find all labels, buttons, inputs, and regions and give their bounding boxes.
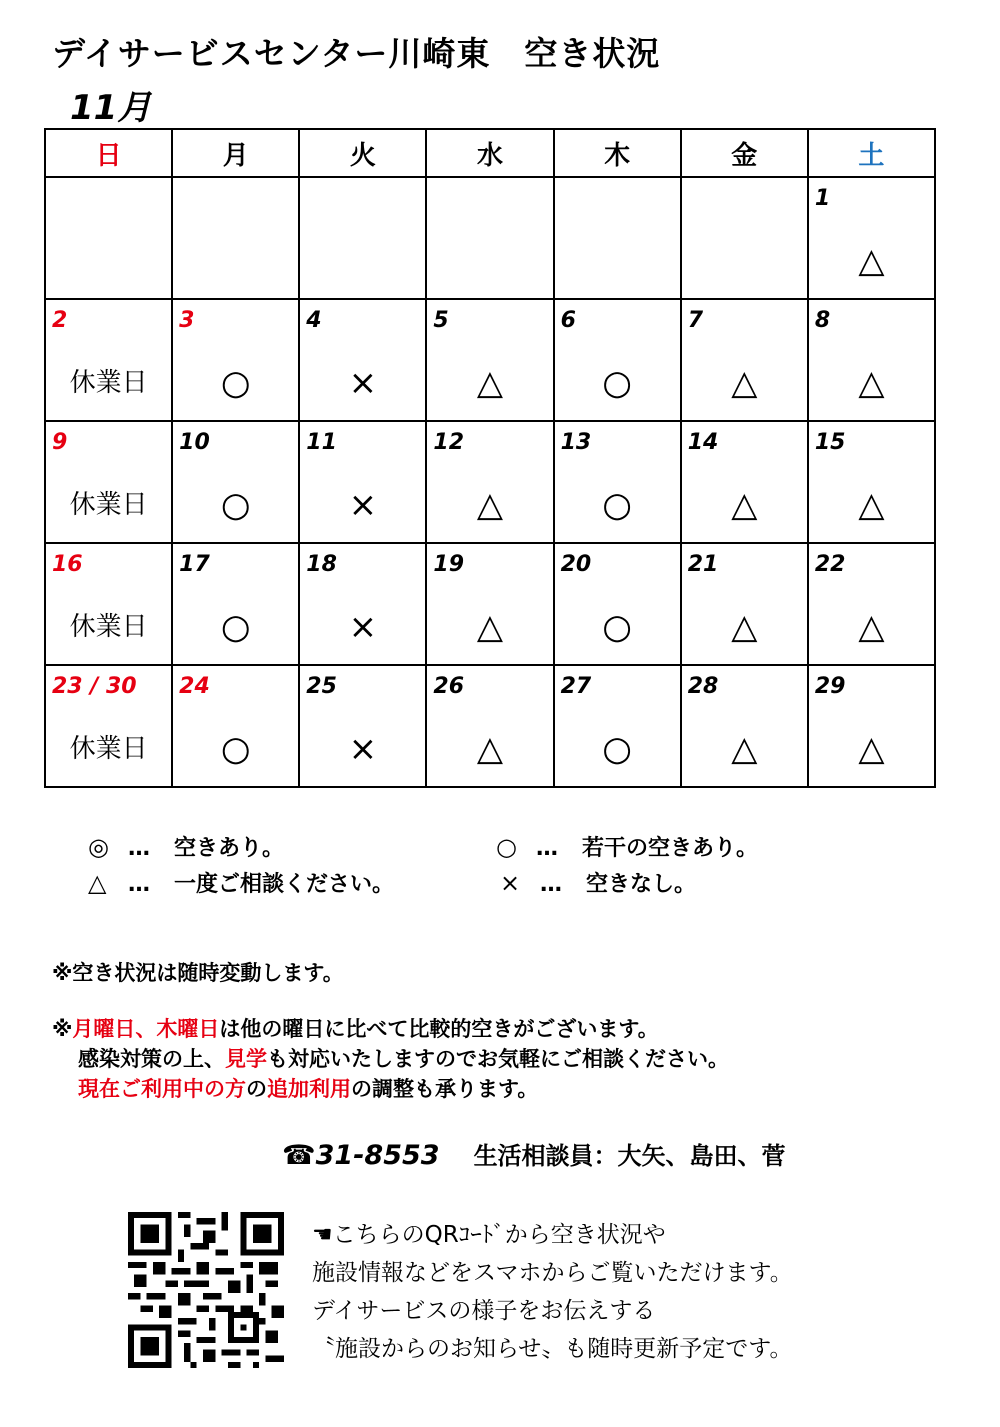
day-cell xyxy=(45,299,172,421)
day-number: 25 xyxy=(306,674,337,699)
day-cell xyxy=(808,543,935,665)
day-cell xyxy=(808,421,935,543)
day-cell xyxy=(299,543,426,665)
day-number: 22 xyxy=(814,552,846,577)
day-status: △ xyxy=(476,607,504,647)
day-cell xyxy=(45,177,172,299)
day-status: △ xyxy=(731,363,758,403)
day-number: 28 xyxy=(687,674,719,699)
legend-text: 一度ご相談ください。 xyxy=(174,872,395,897)
day-cell xyxy=(681,543,808,665)
note-tour xyxy=(78,1043,729,1073)
availability-calendar xyxy=(44,128,936,788)
day-cell xyxy=(554,665,681,787)
staff-names: 生活相談員：大矢、島田、菅 xyxy=(473,1142,786,1170)
note-text: 感染対策の上、 xyxy=(78,1047,225,1071)
weekday-thu: 木 xyxy=(554,129,681,177)
weekday-sat: 土 xyxy=(808,129,935,177)
day-number: 3 xyxy=(179,308,195,333)
note-thursday: 木曜日 xyxy=(156,1017,220,1041)
day-status: △ xyxy=(858,485,885,525)
day-cell xyxy=(426,543,553,665)
week-row xyxy=(45,665,935,787)
day-number: 29 xyxy=(814,674,846,699)
month-label: 11月 xyxy=(70,88,152,128)
day-status: ○ xyxy=(220,607,251,647)
day-status: 休業日 xyxy=(69,734,148,764)
day-number: 9 xyxy=(52,430,68,455)
day-cell xyxy=(299,299,426,421)
day-number: 1 xyxy=(814,186,831,211)
day-cell xyxy=(299,177,426,299)
day-number: 13 xyxy=(560,430,592,455)
qr-text-line: 〝施設からのお知らせ〟も随時更新予定です。 xyxy=(312,1336,793,1362)
legend-item xyxy=(88,867,394,898)
day-number: 4 xyxy=(306,308,322,333)
note-text: は他の曜日に比べて比較的空きがございます。 xyxy=(219,1017,659,1041)
day-number: 14 xyxy=(687,430,719,455)
legend-item xyxy=(496,831,758,862)
weekday-mon: 月 xyxy=(172,129,299,177)
legend-text: 若干の空きあり。 xyxy=(582,836,759,861)
day-status: ○ xyxy=(602,607,632,647)
legend-symbol: ◎ xyxy=(88,833,109,861)
day-number: 6 xyxy=(560,308,576,333)
day-number: 5 xyxy=(433,308,449,333)
day-status: 休業日 xyxy=(69,612,148,642)
qr-text-line: デイサービスの様子をお伝えする xyxy=(312,1298,656,1324)
day-number: 12 xyxy=(433,430,465,455)
legend-dots: … xyxy=(536,836,558,861)
day-cell xyxy=(554,543,681,665)
day-cell xyxy=(681,421,808,543)
day-number: 17 xyxy=(179,552,210,577)
note-mark: ※ xyxy=(52,1017,73,1041)
day-status: △ xyxy=(476,729,504,769)
note-monday: 月曜日 xyxy=(72,1017,136,1041)
day-status: △ xyxy=(476,363,504,403)
day-status: 休業日 xyxy=(69,490,148,520)
note-text: の調整も承ります。 xyxy=(351,1077,539,1101)
note-quiet-days xyxy=(52,1013,659,1043)
note-text: の xyxy=(246,1077,267,1101)
day-number: 7 xyxy=(687,308,704,333)
qr-text-line: 施設情報などをスマホからご覧いただけます。 xyxy=(312,1260,793,1286)
day-status: ○ xyxy=(220,363,251,403)
qr-description xyxy=(312,1216,793,1368)
day-cell xyxy=(426,665,553,787)
day-status: × xyxy=(348,729,378,769)
qr-text-line: ☚こちらのQRｺｰﾄﾞから空き状況や xyxy=(312,1222,666,1248)
legend-symbol: × xyxy=(500,869,521,897)
day-number: 15 xyxy=(814,430,846,455)
day-cell xyxy=(299,665,426,787)
legend-text: 空きあり。 xyxy=(174,836,285,861)
day-status: △ xyxy=(858,363,885,403)
note-separator: 、 xyxy=(135,1017,157,1041)
day-status: ○ xyxy=(602,729,632,769)
day-status: × xyxy=(348,607,378,647)
weekday-tue: 火 xyxy=(299,129,426,177)
legend-dots: … xyxy=(128,872,150,897)
week-row xyxy=(45,421,935,543)
day-number: 8 xyxy=(814,308,831,333)
day-status: △ xyxy=(731,485,758,525)
day-status: 休業日 xyxy=(69,368,148,398)
day-status: ○ xyxy=(602,363,632,403)
day-cell xyxy=(681,177,808,299)
day-cell xyxy=(681,665,808,787)
legend-dots: … xyxy=(128,836,150,861)
weekday-header-row xyxy=(45,129,935,177)
day-status: × xyxy=(348,485,378,525)
day-status: ○ xyxy=(220,729,251,769)
day-number: 11 xyxy=(306,430,337,455)
legend-symbol: ○ xyxy=(496,833,517,861)
day-number: 21 xyxy=(687,552,719,577)
day-cell xyxy=(808,177,935,299)
day-cell xyxy=(45,665,172,787)
day-number: 26 xyxy=(433,674,465,699)
day-cell xyxy=(299,421,426,543)
day-cell xyxy=(172,299,299,421)
week-row xyxy=(45,177,935,299)
legend-item xyxy=(88,831,284,862)
day-cell xyxy=(45,543,172,665)
day-number: 10 xyxy=(179,430,210,455)
day-number: 18 xyxy=(306,552,337,577)
note-additional-use xyxy=(78,1073,538,1103)
day-status: △ xyxy=(476,485,504,525)
note-availability-changes: ※空き状況は随時変動します。 xyxy=(52,961,344,985)
day-status: × xyxy=(348,363,378,403)
qr-code[interactable] xyxy=(128,1212,284,1368)
day-cell xyxy=(681,299,808,421)
day-status: ○ xyxy=(602,485,632,525)
day-number: 16 xyxy=(52,552,83,577)
contact-info xyxy=(282,1136,786,1171)
day-number: 23 / 30 xyxy=(52,674,137,699)
note-visit: 見学 xyxy=(225,1047,267,1071)
day-cell xyxy=(426,299,553,421)
legend-dots: … xyxy=(540,872,562,897)
page-title: デイサービスセンター川崎東 空き状況 xyxy=(52,34,661,73)
phone-number[interactable]: ☎31-8553 xyxy=(282,1140,440,1171)
day-number: 19 xyxy=(433,552,465,577)
weekday-wed: 水 xyxy=(426,129,553,177)
day-cell xyxy=(172,177,299,299)
weekday-fri: 金 xyxy=(681,129,808,177)
legend-symbol: △ xyxy=(88,869,107,897)
day-number: 2 xyxy=(52,308,68,333)
note-text: も対応いたしますのでお気軽にご相談ください。 xyxy=(267,1047,729,1071)
day-cell xyxy=(554,421,681,543)
day-status: △ xyxy=(858,607,885,647)
day-number: 20 xyxy=(560,552,592,577)
legend-item xyxy=(500,867,696,898)
day-cell xyxy=(554,177,681,299)
day-cell xyxy=(808,665,935,787)
note-current-users: 現在ご利用中の方 xyxy=(78,1077,246,1101)
day-cell xyxy=(172,421,299,543)
day-number: 27 xyxy=(560,674,592,699)
day-number: 24 xyxy=(179,674,210,699)
legend-text: 空きなし。 xyxy=(586,872,697,897)
weekday-sun: 日 xyxy=(45,129,172,177)
day-cell xyxy=(172,665,299,787)
day-cell xyxy=(808,299,935,421)
day-status: ○ xyxy=(220,485,251,525)
day-status: △ xyxy=(858,241,885,281)
day-cell xyxy=(554,299,681,421)
day-cell xyxy=(426,177,553,299)
day-status: △ xyxy=(731,607,758,647)
day-cell xyxy=(172,543,299,665)
day-status: △ xyxy=(731,729,758,769)
note-additional: 追加利用 xyxy=(267,1077,351,1101)
week-row xyxy=(45,299,935,421)
day-status: △ xyxy=(858,729,885,769)
week-row xyxy=(45,543,935,665)
day-cell xyxy=(45,421,172,543)
day-cell xyxy=(426,421,553,543)
